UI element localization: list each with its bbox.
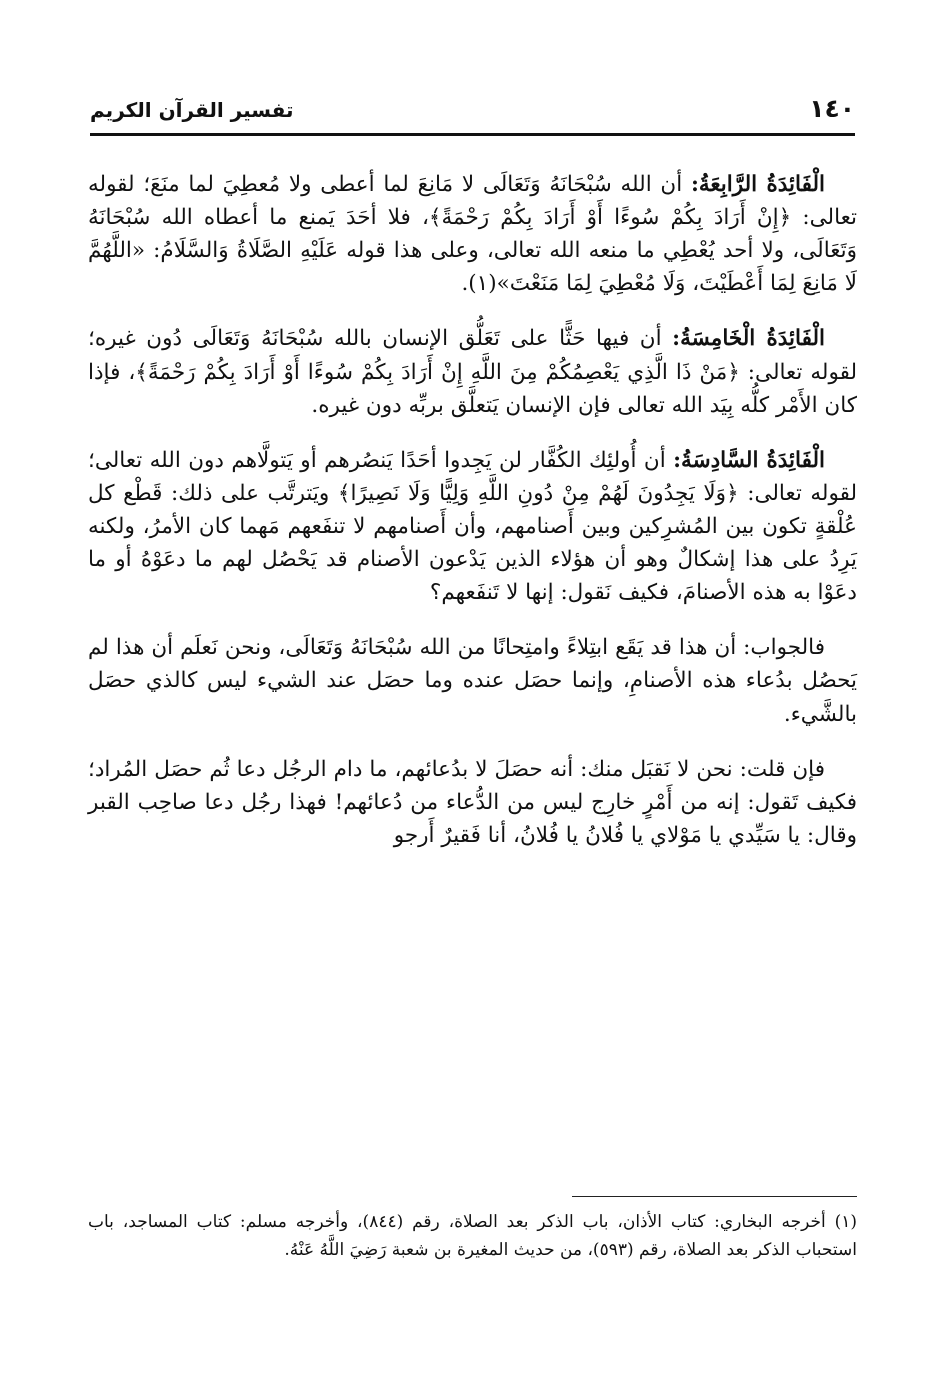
paragraph-heading: الْفَائِدَةُ السَّادِسَةُ: (673, 447, 825, 473)
paragraph-text: فإن قلت: نحن لا نَقبَل منك: أنه حصَلَ لا بدُعائهم، ما دام الرجُل دعا ثُم حصَل المُراد؛ فكيف تَقول: إنه من أَمْرٍ خارِج ليس من الدُّعاء من دُعائهم! فهذا رجُل دعا صاحِب القبر وقال: يا سَيِّدي يا مَوْلاي يا فُلانُ يا فُلانُ، أنا فَقيرٌ أَرجو (88, 756, 857, 848)
footnotes (88, 1208, 857, 1264)
paragraph-objection (88, 753, 857, 852)
paragraph-benefit-5 (88, 322, 857, 421)
paragraph-text: أن أُولئِك الكُفَّار لن يَجِدوا أحَدًا يَنصُرهم أو يَتولَّاهم دون الله تعالى؛ لقوله تعالى: ﴿وَلَا يَجِدُونَ لَهُمْ مِنْ دُونِ اللَّهِ وَلِيًّا وَلَا نَصِيرًا﴾ ويَترتَّب على ذلك: قَطْع كل عُلْقةٍ تكون بين المُشرِكين وبين أَصنامهم، وأن أَصنامهم لا تنفَعهم مَهما كان الأمرُ، ولكنه يَرِدُ على هذا إشكالٌ وهو أن هؤلاء الذين يَدْعون الأصنام قد يَحْصُل لهم ما دعَوْهُ أو ما دعَوْا به هذه الأصنامَ، فكيف نَقول: إنها لا تَنفَعهم؟ (88, 447, 857, 606)
main-text (88, 168, 857, 874)
paragraph-text: أن الله سُبْحَانَهُ وَتَعَالَى لا مَانِعَ لما أعطى ولا مُعطِيَ لما منَعَ؛ لقوله تعالى: ﴿إِنْ أَرَادَ بِكُمْ سُوءًا أَوْ أَرَادَ بِكُمْ رَحْمَةً﴾، فلا أحَدَ يَمنع ما أعطاه الله سُبْحَانَهُ وَتَعَالَى، ولا أحد يُعْطِي ما منعه الله تعالى، وعلى هذا قوله عَلَيْهِ الصَّلَاةُ وَالسَّلَامُ: «اللَّهُمَّ لَا مَانِعَ لِمَا أَعْطَيْتَ، وَلَا مُعْطِيَ لِمَا مَنَعْتَ»(١). (88, 172, 857, 297)
paragraph-answer (88, 631, 857, 730)
paragraph-heading: الْفَائِدَةُ الرَّابِعَةُ: (690, 172, 825, 197)
paragraph-text: فالجواب: أن هذا قد يَقَع ابتِلاءً وامتِحانًا من الله سُبْحَانَهُ وَتَعَالَى، ونحن نَعلَم أن هذا لم يَحصُل بدُعاء هذه الأصنامِ، وإنما حصَل عنده وما حصَل عند الشيء ليس كالذي حصَل بالشَّيء. (88, 635, 857, 727)
footnote-1: (١) أخرجه البخاري: كتاب الأذان، باب الذكر بعد الصلاة، رقم (٨٤٤)، وأخرجه مسلم: كتاب المساجد، باب استحباب الذكر بعد الصلاة، رقم (٥٩٣)، من حديث المغيرة بن شعبة رَضِيَ اللَّهُ عَنْهُ. (88, 1212, 858, 1261)
running-header (90, 92, 855, 132)
footnote-divider (572, 1196, 857, 1197)
paragraph-benefit-6 (88, 444, 857, 610)
paragraph-benefit-4 (88, 168, 857, 300)
page-number: ١٤٠ (809, 94, 855, 123)
paragraph-heading: الْفَائِدَةُ الْخَامِسَةُ: (672, 326, 825, 352)
paragraph-text: أن فيها حَثًّا على تَعَلُّق الإنسان بالله سُبْحَانَهُ وَتَعَالَى دُون غيره؛ لقوله تعالى: ﴿مَنْ ذَا الَّذِي يَعْصِمُكُمْ مِنَ اللَّهِ إِنْ أَرَادَ بِكُمْ سُوءًا أَوْ أَرَادَ بِكُمْ رَحْمَةً﴾، فإذا كان الأَمْر كلُّه بِيَد الله تعالى فإن الإنسان يَتعلَّق بربِّه دون غيره. (88, 326, 857, 418)
header-divider (90, 133, 855, 136)
book-title: تفسير القرآن الكريم (90, 98, 294, 122)
